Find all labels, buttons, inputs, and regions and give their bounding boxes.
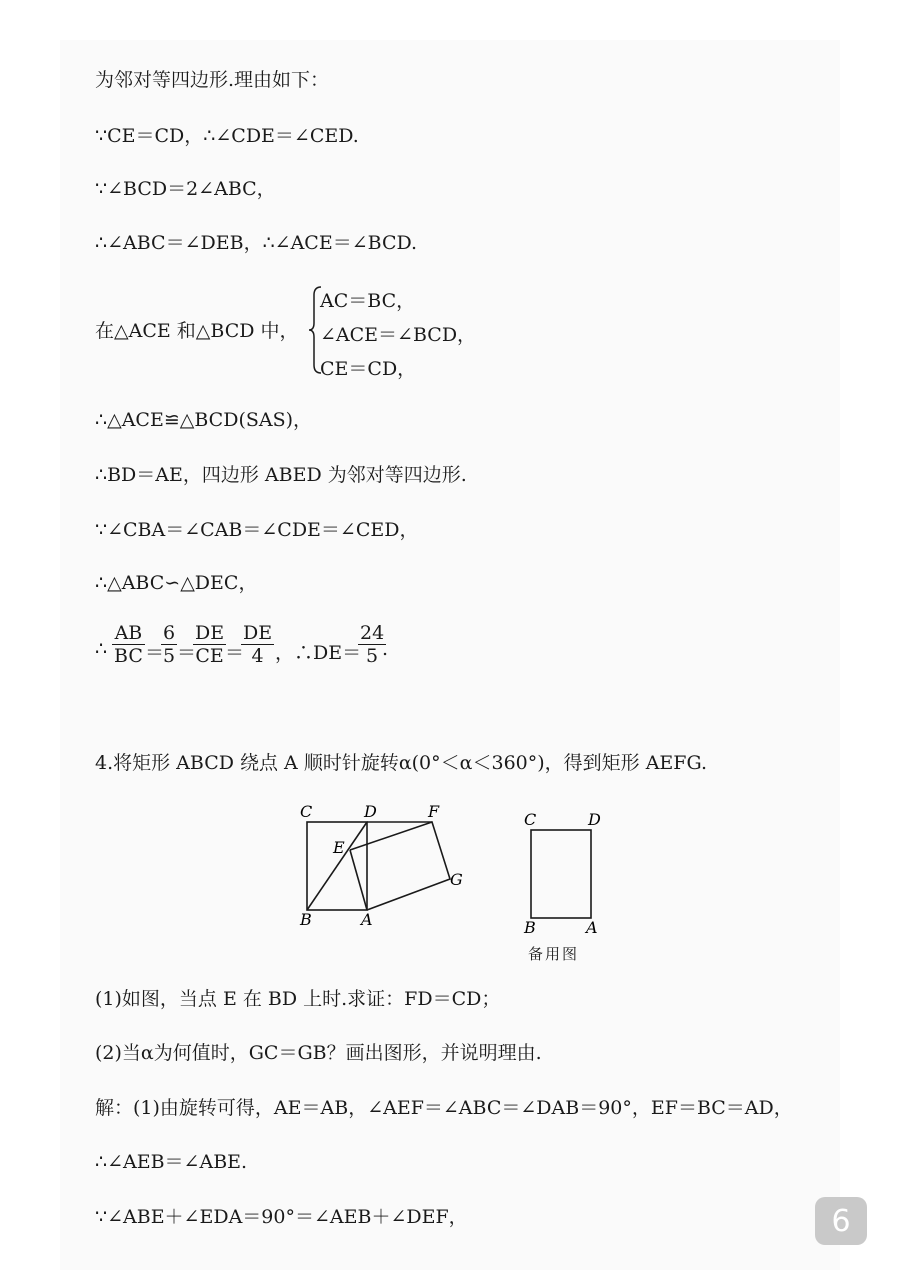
system-item: AC＝BC， xyxy=(320,290,416,312)
fraction: $\frac{DE}{4}$ xyxy=(243,622,273,667)
system-item: CE＝CD， xyxy=(320,358,417,380)
system-item: ∠ACE＝∠BCD， xyxy=(320,324,477,346)
figure-caption: 备用图 xyxy=(528,945,580,963)
text-line: ∴∠ABC＝∠DEB，∴∠ACE＝∠BCD. xyxy=(95,232,418,254)
spare-label-a: A xyxy=(586,918,598,937)
equals-sign: ＝ xyxy=(177,642,197,664)
equals-sign: ＝ xyxy=(145,642,165,664)
label-d: D xyxy=(364,802,377,821)
fraction-middle-text: ，∴DE＝ xyxy=(275,642,362,664)
question-part: (2)当α为何值时，GC＝GB？画出图形，并说明理由. xyxy=(95,1042,542,1064)
text-line: 为邻对等四边形.理由如下： xyxy=(95,69,330,91)
text-line: ∵∠CBA＝∠CAB＝∠CDE＝∠CED， xyxy=(95,519,419,541)
fraction: $\frac{24}{5}$ xyxy=(360,622,385,667)
solution-line: ∴∠AEB＝∠ABE. xyxy=(95,1151,248,1173)
label-c: C xyxy=(300,802,313,821)
text-line: ∵∠BCD＝2∠ABC， xyxy=(95,178,276,200)
label-g: G xyxy=(450,870,463,889)
segment-ae xyxy=(350,850,367,910)
fraction: $\frac{AB}{BC}$ xyxy=(114,622,143,667)
fraction: $\frac{DE}{CE}$ xyxy=(195,622,225,667)
solution-line: ∵∠ABE＋∠EDA＝90°＝∠AEB＋∠DEF， xyxy=(95,1206,468,1228)
label-e: E xyxy=(333,838,345,857)
text-line: ∵CE＝CD，∴∠CDE＝∠CED. xyxy=(95,125,359,147)
label-f: F xyxy=(428,802,440,821)
text-line: ∴△ABC∽△DEC， xyxy=(95,572,258,594)
question-part: (1)如图，当点 E 在 BD 上时.求证：FD＝CD； xyxy=(95,988,501,1010)
text-line: ∴BD＝AE，四边形 ABED 为邻对等四边形. xyxy=(95,464,467,486)
label-a: A xyxy=(361,910,373,929)
label-b: B xyxy=(300,910,312,929)
system-intro: 在△ACE 和△BCD 中， xyxy=(95,320,299,342)
equals-sign: ＝ xyxy=(225,642,245,664)
solution-line: 解：(1)由旋转可得，AE＝AB，∠AEF＝∠ABC＝∠DAB＝90°，EF＝BC＝AD， xyxy=(95,1097,793,1119)
segment-bd xyxy=(307,822,367,910)
fraction: $\frac{6}{5}$ xyxy=(163,622,176,667)
question-statement: 4.将矩形 ABCD 绕点 A 顺时针旋转α(0°＜α＜360°)，得到矩形 AEFG. xyxy=(95,752,708,774)
page-number-badge: 6 xyxy=(815,1197,867,1245)
spare-label-c: C xyxy=(524,810,537,829)
spare-label-b: B xyxy=(524,918,536,937)
geometry-figure xyxy=(290,795,630,970)
rectangle-aefg xyxy=(350,822,450,910)
text-line: ∴△ACE≌△BCD(SAS)， xyxy=(95,409,313,431)
period: . xyxy=(382,638,389,660)
spare-rectangle xyxy=(531,830,591,918)
therefore-symbol: ∴ xyxy=(95,638,108,660)
spare-label-d: D xyxy=(588,810,601,829)
